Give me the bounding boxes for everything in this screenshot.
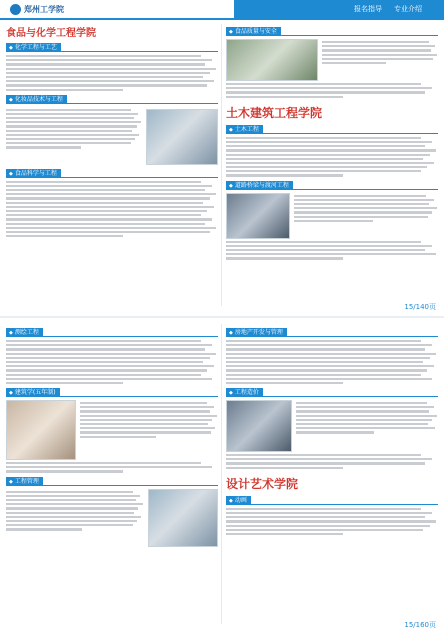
body-text-line (6, 374, 201, 376)
header-tab-majors: 专业介绍 (394, 5, 422, 13)
body-text-line (226, 458, 432, 460)
body-text-line (6, 528, 82, 530)
section-body (80, 400, 218, 460)
body-text-line (322, 41, 429, 43)
body-text-line (226, 257, 343, 259)
college-title-food-chem: 食品与化学工程学院 (6, 28, 96, 39)
body-text-line (6, 181, 201, 183)
body-text-line (80, 419, 212, 421)
section-body (226, 83, 438, 98)
section-body (6, 55, 218, 91)
body-text-line (226, 529, 423, 531)
body-text-line (226, 83, 421, 85)
body-text-line (6, 462, 201, 464)
column-divider (221, 324, 222, 624)
body-text-line (6, 202, 203, 204)
body-text-line (296, 410, 429, 412)
body-text-line (226, 154, 430, 156)
section-header (226, 387, 438, 397)
section-body (6, 340, 218, 384)
body-text-line (226, 361, 423, 363)
body-text-line (226, 525, 430, 527)
college-title-civil: 土木建筑工程学院 (226, 105, 323, 120)
body-text-line (6, 507, 138, 509)
body-text-line (294, 195, 426, 197)
body-text-line (6, 80, 214, 82)
body-text-line (322, 45, 435, 47)
section-title: ◆ 食品质量与安全 (226, 27, 281, 36)
column-divider (221, 24, 222, 306)
section-title: ◆ 工程造价 (226, 388, 263, 397)
body-text-line (6, 130, 132, 132)
body-text-line (296, 406, 434, 408)
page-number: 15/160页 (404, 621, 436, 629)
body-text-line (226, 96, 343, 98)
body-text-line (226, 158, 423, 160)
section-body (226, 508, 438, 535)
body-text-line (80, 406, 214, 408)
body-text-line (6, 210, 207, 212)
body-text-line (226, 241, 421, 243)
section-body (226, 454, 438, 469)
body-text-line (226, 353, 436, 355)
section-header (6, 168, 218, 178)
body-text-line (6, 134, 139, 136)
school-seal-icon (10, 4, 21, 15)
body-text-line (6, 520, 137, 522)
section-title: ◆ 化妆品技术与工程 (6, 95, 67, 104)
body-text-line (226, 378, 432, 380)
body-text-line (6, 235, 123, 237)
body-text-line (226, 508, 421, 510)
body-text-line (226, 245, 432, 247)
body-text-line (6, 55, 201, 57)
body-text-line (296, 431, 374, 433)
body-text-line (6, 185, 212, 187)
section-body (6, 462, 218, 473)
body-text-line (6, 524, 133, 526)
body-text-line (226, 344, 432, 346)
header-tab-guide: 报名指导 (354, 5, 382, 13)
body-text-line (296, 427, 435, 429)
body-text-line (6, 470, 123, 472)
body-text-line (6, 382, 123, 384)
body-text-line (6, 231, 210, 233)
body-text-line (80, 402, 207, 404)
body-text-line (322, 49, 431, 51)
body-text-line (6, 357, 210, 359)
body-text-line (322, 62, 386, 64)
section-title: ◆ 测绘工程 (6, 328, 43, 337)
section-title: ◆ 化学工程与工艺 (6, 43, 61, 52)
section-body (322, 39, 438, 81)
section-header (6, 42, 218, 52)
section-body (6, 107, 142, 165)
management-photo (148, 489, 218, 547)
page2-right-column (226, 324, 438, 537)
section-body (6, 181, 218, 238)
page-header (0, 0, 444, 18)
body-text-line (6, 361, 203, 363)
body-text-line (6, 146, 81, 148)
section-header (6, 476, 218, 486)
body-text-line (6, 512, 134, 514)
body-text-line (6, 214, 201, 216)
school-name: 郑州工学院 (24, 3, 64, 14)
body-text-line (6, 68, 216, 70)
body-text-line (6, 84, 207, 86)
body-text-line (322, 58, 433, 60)
body-text-line (6, 206, 214, 208)
body-text-line (6, 138, 135, 140)
section-title: ◆ 道路桥梁与渡河工程 (226, 181, 293, 190)
body-text-line (6, 121, 141, 123)
body-text-line (226, 249, 425, 251)
body-text-line (294, 199, 434, 201)
body-text-line (6, 353, 216, 355)
body-text-line (80, 423, 208, 425)
section-title: ◆ 工程管理 (6, 477, 43, 486)
section-body (226, 340, 438, 384)
body-text-line (6, 63, 205, 65)
body-text-line (6, 76, 203, 78)
body-text-line (226, 166, 427, 168)
lab-photo (146, 109, 218, 165)
body-text-line (6, 189, 205, 191)
section-title: ◆ 建筑学(五年制) (6, 388, 60, 397)
body-text-line (6, 125, 137, 127)
body-text-line (226, 145, 425, 147)
bridge-photo (226, 193, 290, 239)
body-text-line (226, 357, 430, 359)
body-text-line (226, 348, 425, 350)
body-text-line (6, 348, 205, 350)
page2-left-column (6, 324, 218, 547)
body-text-line (226, 365, 434, 367)
body-text-line (226, 454, 421, 456)
section-header (226, 26, 438, 36)
body-text-line (226, 369, 427, 371)
body-text-line (296, 423, 428, 425)
body-text-line (6, 503, 143, 505)
section-body (294, 193, 438, 239)
body-text-line (226, 382, 343, 384)
section-title: ◆ 土木工程 (226, 125, 263, 134)
body-text-line (226, 174, 343, 176)
page-one (0, 0, 444, 316)
body-text-line (6, 369, 207, 371)
section-header (226, 124, 438, 134)
body-text-line (6, 223, 205, 225)
body-text-line (226, 340, 421, 342)
header-tab-strip (234, 0, 444, 18)
body-text-line (294, 207, 437, 209)
body-text-line (226, 516, 425, 518)
section-body (296, 400, 438, 452)
body-text-line (6, 218, 212, 220)
section-header (226, 495, 438, 505)
body-text-line (294, 220, 373, 222)
body-text-line (6, 344, 212, 346)
body-text-line (226, 253, 436, 255)
section-header (6, 327, 218, 337)
page-two (0, 318, 444, 634)
section-header (6, 387, 218, 397)
body-text-line (6, 193, 216, 195)
page1-right-column (226, 24, 438, 262)
body-text-line (294, 216, 428, 218)
section-header (6, 94, 218, 104)
body-text-line (80, 410, 210, 412)
body-text-line (6, 197, 210, 199)
body-text-line (226, 149, 436, 151)
body-text-line (80, 436, 156, 438)
body-text-line (6, 491, 133, 493)
body-text-line (80, 427, 215, 429)
page1-left-column (6, 24, 218, 239)
body-text-line (226, 462, 425, 464)
header-rule (0, 18, 444, 20)
body-text-line (296, 415, 437, 417)
body-text-line (226, 467, 343, 469)
body-text-line (294, 203, 429, 205)
body-text-line (6, 378, 212, 380)
section-body (226, 137, 438, 177)
body-text-line (6, 113, 138, 115)
college-title-design: 设计艺术学院 (226, 476, 299, 491)
body-text-line (6, 59, 212, 61)
body-text-line (6, 109, 131, 111)
body-text-line (294, 211, 432, 213)
body-text-line (6, 227, 216, 229)
section-header (226, 180, 438, 190)
body-text-line (80, 431, 211, 433)
body-text-line (6, 142, 131, 144)
body-text-line (6, 499, 136, 501)
body-text-line (6, 516, 141, 518)
body-text-line (6, 72, 210, 74)
body-text-line (226, 520, 436, 522)
body-text-line (80, 415, 217, 417)
body-text-line (226, 170, 421, 172)
body-text-line (226, 141, 432, 143)
body-text-line (296, 419, 432, 421)
section-title: ◆ 食品科学与工程 (6, 169, 61, 178)
body-text-line (6, 117, 134, 119)
body-text-line (6, 466, 212, 468)
body-text-line (226, 87, 432, 89)
section-title: ◆ 房地产开发与管理 (226, 328, 287, 337)
page-number: 15/140页 (404, 303, 436, 311)
section-header (226, 327, 438, 337)
group-photo (226, 39, 318, 81)
body-text-line (226, 91, 425, 93)
body-text-line (226, 512, 432, 514)
cost-photo (226, 400, 292, 452)
section-title: ◆ 动画 (226, 496, 251, 505)
section-body (226, 241, 438, 260)
body-text-line (6, 340, 201, 342)
school-logo (10, 3, 64, 15)
body-text-line (6, 365, 214, 367)
body-text-line (6, 495, 140, 497)
body-text-line (6, 89, 123, 91)
body-text-line (226, 533, 343, 535)
architecture-photo (6, 400, 76, 460)
body-text-line (226, 374, 421, 376)
body-text-line (226, 137, 421, 139)
section-body (6, 489, 144, 547)
body-text-line (322, 54, 437, 56)
body-text-line (296, 402, 427, 404)
body-text-line (226, 162, 434, 164)
